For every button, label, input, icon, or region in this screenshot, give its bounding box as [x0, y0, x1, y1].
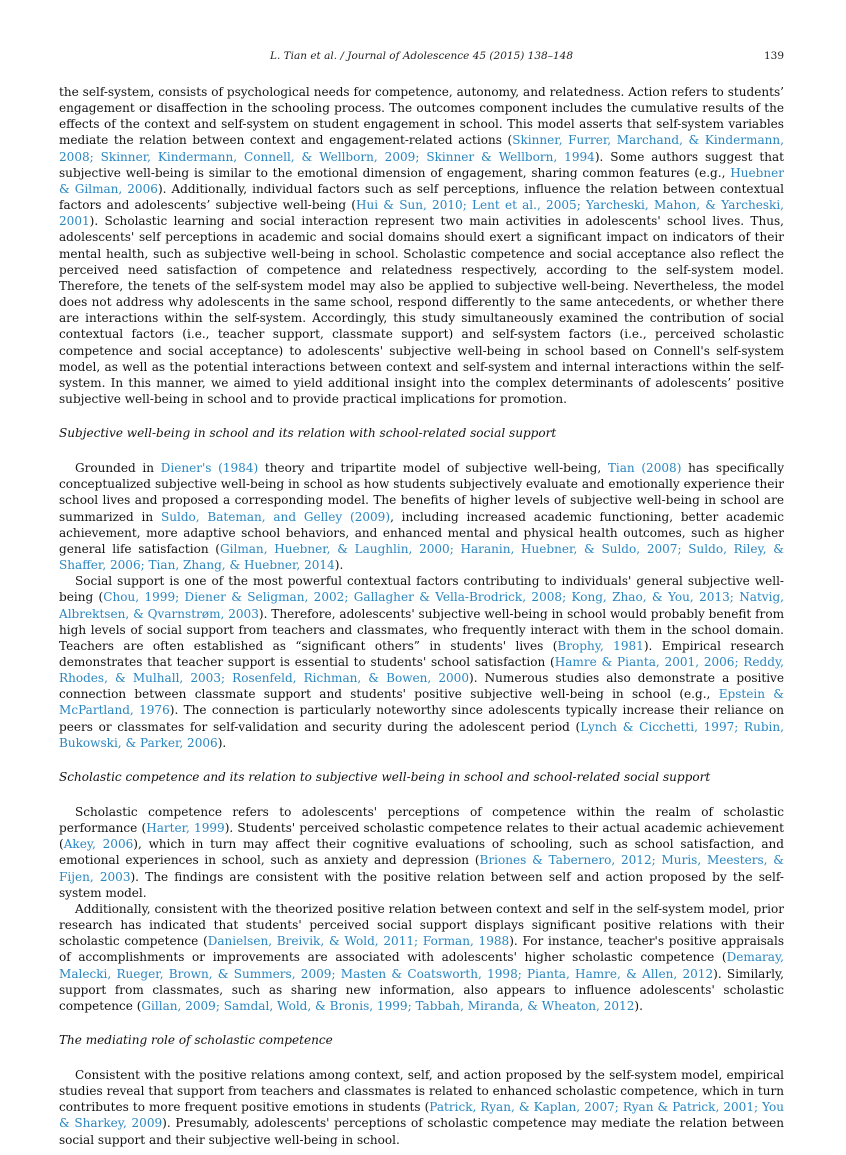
paragraph-text: the self-system, consists of psychological needs for competence, autonomy, and relatedness. Action refers to students’ engagement or disaffection in the schooling process. The outcomes component includes the cumulative results of the effects of the context and self-system on student engagement in school. This model asserts that self-system variables mediate the relation between context and engagement-related actions ( — [59, 85, 784, 148]
paragraph-additionally — [59, 901, 784, 1014]
citation-link[interactable]: Brophy, 1981 — [557, 638, 644, 653]
paragraph-scholastic-competence — [59, 804, 784, 901]
paragraph-self-system — [59, 84, 784, 407]
paragraph-text: ). Additionally, individual factors such as self perceptions, influence the relation between contextual factors and adolescents’ subjective well-being ( — [59, 181, 784, 213]
paragraph-text: ). The findings are consistent with the positive relation between self and action proposed by the self-system model. — [59, 869, 784, 900]
citation-link[interactable]: Harter, 1999 — [146, 821, 225, 836]
article-page — [59, 48, 784, 1148]
citation-link[interactable]: Gilman, Huebner, & Laughlin, 2000; Haranin, Huebner, & Suldo, 2007; Suldo, Riley, & Shaffer, 2006; Tian, Zhang, & Huebner, 2014 — [59, 541, 784, 573]
paragraph-grounded — [59, 460, 784, 573]
citation-link[interactable]: Briones & Tabernero, 2012; Muris, Meesters, & Fijen, 2003 — [59, 853, 784, 884]
citation-link[interactable]: Danielsen, Breivik, & Wold, 2011; Forman, 1988 — [207, 934, 510, 949]
paragraph-text: ). The connection is particularly noteworthy since adolescents typically increase their reliance on peers or classmates for self-validation and security during the adolescent period ( — [59, 703, 784, 734]
section-heading-subjective-well-being: Subjective well-being in school and its relation with school-related social support — [59, 426, 557, 441]
running-header — [59, 48, 784, 64]
paragraph-text: has specifically conceptualized subjective well-being in school as how students subjectively evaluate and emotionally experience their school lives and proposed a corresponding model. The benefits of higher levels of subjective well-being in school are summarized in — [59, 461, 785, 524]
paragraph-text: ). For instance, teacher's positive appraisals of accomplishments or improvements are associated with adolescents' higher scholastic competence ( — [59, 934, 784, 965]
paragraph-text: ). — [634, 998, 643, 1013]
paragraph-text: Social support is one of the most powerful contextual factors contributing to individuals' general subjective well-being ( — [59, 574, 784, 605]
citation-link[interactable]: Akey, 2006 — [63, 837, 134, 852]
paragraph-text: ). Numerous studies also demonstrate a positive connection between classmate support and students' positive subjective well-being in school (e.g., — [59, 671, 784, 702]
section-heading-scholastic-competence: Scholastic competence and its relation to subjective well-being in school and school-related social support — [59, 769, 711, 784]
citation-link[interactable]: Hui & Sun, 2010; Lent et al., 2005; Yarcheski, Mahon, & Yarcheski, 2001 — [59, 198, 784, 229]
citation-link[interactable]: Chou, 1999; Diener & Seligman, 2002; Gallagher & Vella-Brodrick, 2008; Kong, Zhao, & You, 2013; Natvig, Albrektsen, & Qvarnstrøm, 2003 — [59, 590, 784, 621]
paragraph-text: ). — [334, 558, 344, 573]
paragraph-text: ). — [217, 735, 227, 750]
citation-link[interactable]: Lynch & Cicchetti, 1997; Rubin, Bukowski, & Parker, 2006 — [59, 719, 784, 750]
paragraph-text: ). Empirical research demonstrates that teacher support is essential to students' school satisfaction ( — [59, 638, 784, 669]
paragraph-text: ). Presumably, adolescents' perceptions of scholastic competence may mediate the relation between social support and their subjective well-being in school. — [59, 1116, 784, 1147]
paragraph-text: Scholastic competence refers to adolescents' perceptions of competence within the realm of scholastic performance ( — [59, 804, 784, 836]
citation-link[interactable]: Huebner & Gilman, 2006 — [59, 165, 784, 196]
paragraph-text: , including increased academic functioning, better academic achievement, more adaptive school behaviors, and enhanced mental and physical health outcomes, such as higher general life satisfaction ( — [59, 509, 784, 556]
citation-link[interactable]: Skinner, Furrer, Marchand, & Kindermann, 2008; Skinner, Kindermann, Connell, & Wellborn, 2009; Skinner & Wellborn, 1994 — [59, 133, 784, 164]
citation-link[interactable]: Gillan, 2009; Samdal, Wold, & Bronis, 1999; Tabbah, Miranda, & Wheaton, 2012 — [141, 998, 635, 1013]
paragraph-text: ). Scholastic learning and social interaction represent two main activities in adolescents' school lives. Thus, adolescents' self perceptions in academic and social domains should exert a significant impact on indicators of their mental health, such as subjective well-being in school. Scholastic competence and social acceptance also reflect the perceived need satisfaction of competence and relatedness respectively, according to the self-system model. Therefore, the tenets of the self-system model may also be applied to subjective well-being. Nevertheless, the model does not address why adolescents in the same school, respond differently to the same antecedents, or whether there are interactions within the self-system. Accordingly, this study simultaneously examined the contribution of social contextual factors (i.e., teacher support, classmate support) and self-system factors (i.e., perceived scholastic competence and social acceptance) to adolescents' subjective well-being in school based on Connell's self-system model, as well as the potential interactions between context and self-system and internal interactions within the self-system. In this manner, we aimed to yield additional insight into the complex determinants of adolescents’ positive subjective well-being in school and to provide practical implications for promotion. — [59, 214, 784, 406]
paragraph-mediating — [59, 1067, 784, 1148]
citation-link[interactable]: Diener's (1984) — [160, 461, 259, 476]
paragraph-text: ). Similarly, support from classmates, such as sharing new information, also appears to influence adolescents' scholastic competence ( — [59, 966, 784, 1013]
section-heading-mediating-role: The mediating role of scholastic competence — [59, 1032, 333, 1047]
paragraph-text: ). Some authors suggest that subjective well-being is similar to the emotional dimension of engagement, sharing common features (e.g., — [59, 149, 785, 180]
citation-link[interactable]: Tian (2008) — [607, 461, 682, 476]
paragraph-social-support — [59, 573, 784, 751]
paragraph-text: ), which in turn may affect their cognitive evaluations of schooling, such as school satisfaction, and emotional experiences in school, such as anxiety and depression ( — [59, 837, 784, 868]
citation-link[interactable]: Epstein & McPartland, 1976 — [59, 687, 785, 718]
citation-link[interactable]: Demaray, Malecki, Rueger, Brown, & Summers, 2009; Masten & Coatsworth, 1998; Pianta, Hamre, & Allen, 2012 — [59, 950, 784, 981]
paragraph-text: ). Students' perceived scholastic competence relates to their actual academic achievement ( — [59, 821, 784, 852]
journal-citation: L. Tian et al. / Journal of Adolescence 45 (2015) 138–148 — [269, 50, 574, 62]
citation-link[interactable]: Hamre & Pianta, 2001, 2006; Reddy, Rhodes, & Mulhall, 2003; Rosenfeld, Richman, & Bowen, 2000 — [59, 655, 784, 686]
paragraph-text: Grounded in — [75, 461, 161, 476]
citation-link[interactable]: Suldo, Bateman, and Gelley (2009) — [160, 509, 391, 524]
paragraph-text: ). Therefore, adolescents' subjective well-being in school would probably benefit from high levels of social support from teachers and classmates, who frequently interact with them in the school domain. Teachers are often established as “significant others” in students' lives ( — [59, 606, 784, 653]
page-number: 139 — [763, 50, 784, 62]
paragraph-text: theory and tripartite model of subjective well-being, — [258, 461, 608, 476]
paragraph-text: Additionally, consistent with the theorized positive relation between context and self in the self-system model, prior research has indicated that students' perceived social support displays significant positive relations with their scholastic competence ( — [59, 901, 784, 949]
paragraph-text: Consistent with the positive relations among context, self, and action proposed by the self-system model, empirical studies reveal that support from teachers and classmates is related to enhanced scholastic competence, which in turn contributes to more frequent positive emotions in students ( — [59, 1067, 784, 1115]
citation-link[interactable]: Patrick, Ryan, & Kaplan, 2007; Ryan & Patrick, 2001; You & Sharkey, 2009 — [59, 1100, 784, 1131]
